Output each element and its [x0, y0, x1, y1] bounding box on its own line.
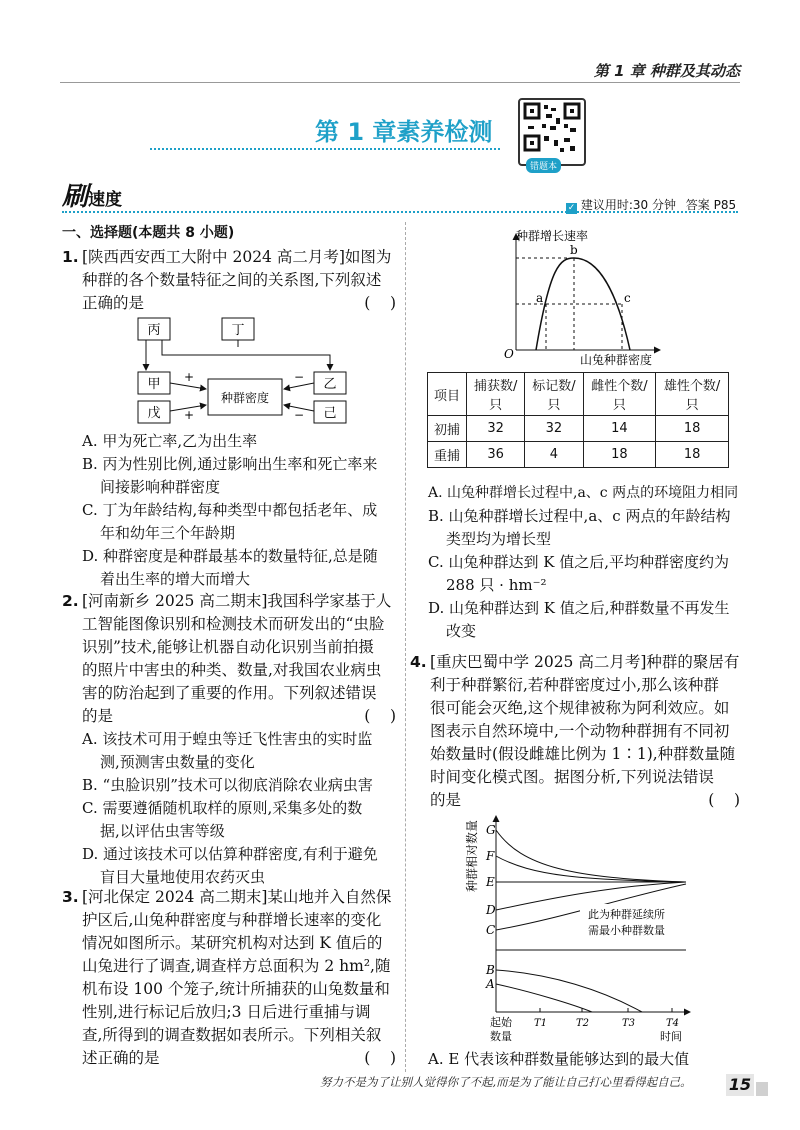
min-population-note: 需最小种群数量 [588, 924, 665, 937]
answer-ref: 答案 P85 [685, 198, 737, 212]
minus-sign: − [294, 370, 305, 384]
option-d[interactable]: D. 山兔种群达到 K 值之后,种群数量不再发生 改变 [428, 599, 730, 640]
answer-paren[interactable]: ( ) [364, 294, 396, 312]
q4-line: 时间变化模式图。据图分析,下列说法错误 [430, 768, 714, 786]
q3-line: 性别,进行标记后放归;3 日后进行重捕与调 [82, 1003, 371, 1021]
q4-line: 利于种群繁衍,若种群密度过小,那么该种群 [430, 676, 719, 694]
q1-options [82, 430, 398, 591]
answer-paren[interactable]: ( ) [364, 1049, 396, 1067]
x-axis-label: 山兔种群密度 [580, 353, 653, 366]
answer-paren[interactable]: ( ) [708, 791, 740, 809]
curve-label-e: E [486, 875, 495, 889]
plus-sign: + [184, 370, 195, 384]
box-ji: 己 [323, 406, 337, 421]
q3-line: [河北保定 2024 高二期末]某山地并入自然保 [82, 888, 392, 906]
table-cell: 32 [525, 416, 583, 442]
title-underline [150, 148, 500, 150]
section-name: 速度 [88, 190, 123, 210]
table-header: 项目 [428, 373, 467, 416]
page-corner-decoration [756, 1082, 768, 1096]
tick-t2: T2 [576, 1018, 590, 1029]
question-1 [62, 246, 396, 315]
q2-line: 识别”技术,能够让机器自动化识别当前拍摄 [82, 638, 374, 656]
table-header-row [428, 373, 729, 416]
section-header [62, 176, 122, 213]
x-start-label: 数量 [490, 1030, 512, 1043]
q3-growth-rate-graph [500, 226, 670, 366]
option-a[interactable]: A. 甲为死亡率,乙为出生率 [82, 432, 258, 450]
time-label: 时间 [660, 1030, 682, 1043]
option-d[interactable]: D. 种群密度是种群最基本的数量特征,总是随 着出生率的增大而增大 [82, 547, 378, 588]
q2-line: 害的防治起到了重要的作用。下列叙述错误 [82, 684, 377, 702]
q4-number: 4. [410, 653, 427, 671]
q3-line: 述正确的是 ( ) [82, 1047, 396, 1070]
q2-line: [河南新乡 2025 高二期末]我国科学家基于人 [82, 592, 392, 610]
q3-line: 查,所得到的调查数据如表所示。下列相关叙 [82, 1026, 382, 1044]
box-bing: 丙 [147, 323, 161, 338]
table-header: 雌性个数/ 只 [583, 373, 656, 416]
question-3 [62, 886, 396, 1070]
footer-motto: 努力不是为了让别人觉得你了不起,而是为了能让自己打心里看得起自己。 [320, 1075, 692, 1089]
option-b[interactable]: B. 山兔种群增长过程中,a、c 两点的年龄结构 类型均为增长型 [428, 507, 731, 548]
table-cell: 14 [583, 416, 656, 442]
q4-population-graph [462, 812, 702, 1044]
q2-line: 的是 ( ) [82, 705, 396, 728]
q4-line: 很可能会灭绝,这个规律被称为阿利效应。如 [430, 699, 730, 717]
point-c: c [624, 291, 631, 305]
q3-line: 山兔进行了调查,调查样方总面积为 2 hm²,随 [82, 957, 391, 975]
option-c[interactable]: C. 山兔种群达到 K 值之后,平均种群密度约为 288 只 · hm⁻² [428, 553, 729, 594]
q4-line: [重庆巴蜀中学 2025 高二月考]种群的聚居有 [430, 653, 740, 671]
table-header: 捕获数/ 只 [467, 373, 525, 416]
chapter-header: 第 1 章 种群及其动态 [593, 62, 740, 80]
box-yi: 乙 [323, 377, 337, 392]
question-4 [410, 651, 740, 812]
table-cell: 18 [583, 442, 656, 468]
q2-options [82, 728, 398, 889]
option-b[interactable]: B. 丙为性别比例,通过影响出生率和死亡率来 间接影响种群密度 [82, 455, 378, 496]
option-c[interactable]: C. 丁为年龄结构,每种类型中都包括老年、成 年和幼年三个年龄期 [82, 501, 378, 542]
q4-line: 始数量时(假设雌雄比例为 1∶1),种群数量随 [430, 745, 736, 763]
point-b: b [570, 243, 578, 257]
point-a: a [536, 291, 544, 305]
option-b[interactable]: B. “虫脸识别”技术可以彻底消除农业病虫害 [82, 776, 373, 794]
question-2 [62, 590, 396, 728]
table-cell: 4 [525, 442, 583, 468]
option-c[interactable]: C. 需要遵循随机取样的原则,采集多处的数 据,以评估虫害等级 [82, 799, 363, 840]
table-cell: 18 [656, 442, 729, 468]
q1-number: 1. [62, 248, 79, 266]
table-header: 雄性个数/ 只 [656, 373, 729, 416]
suggested-time: 建议用时:30 分钟 [580, 198, 676, 212]
q1-relationship-diagram [130, 315, 360, 427]
q2-number: 2. [62, 592, 79, 610]
q2-line: 工智能图像识别和检测技术而研发出的“虫脸 [82, 615, 385, 633]
origin-label: O [504, 347, 514, 361]
time-info [566, 196, 736, 214]
q1-line: 种群的各个数量特征之间的关系图,下列叙述 [82, 271, 382, 289]
table-cell: 初捕 [428, 416, 467, 442]
q2-line: 的照片中害虫的种类、数量,对我国农业病虫 [82, 661, 382, 679]
part-title: 一、选择题(本题共 8 小题) [62, 225, 235, 241]
q3-line: 护区后,山兔种群密度与种群增长速率的变化 [82, 911, 382, 929]
answer-paren[interactable]: ( ) [364, 707, 396, 725]
q3-number: 3. [62, 888, 79, 906]
option-d[interactable]: D. 通过该技术可以估算种群密度,有利于避免 盲目大量地使用农药灭虫 [82, 845, 378, 886]
min-population-note: 此为种群延续所 [588, 908, 665, 921]
curve-label-c: C [486, 923, 496, 937]
table-cell: 18 [656, 416, 729, 442]
page-number: 15 [726, 1074, 754, 1096]
column-divider [405, 222, 406, 1072]
curve-label-a: A [486, 977, 495, 991]
q3-line: 机布设 100 个笼子,统计所捕获的山兔数量和 [82, 980, 390, 998]
box-ding: 丁 [231, 323, 245, 338]
box-center: 种群密度 [220, 391, 270, 405]
y-axis-label: 种群增长速率 [516, 229, 589, 243]
curve-label-g: G [486, 823, 496, 837]
q3-data-table [427, 372, 729, 468]
tick-t1: T1 [534, 1018, 548, 1029]
minus-sign: − [294, 408, 305, 422]
tick-t3: T3 [622, 1018, 636, 1029]
q4-options [428, 1048, 748, 1071]
table-row [428, 416, 729, 442]
page-title: 第 1 章素养检测 [315, 118, 493, 146]
table-cell: 36 [467, 442, 525, 468]
option-a[interactable]: A. 山兔种群增长过程中,a、c 两点的环境阻力相同 [428, 485, 739, 501]
q1-line: 正确的是 ( ) [82, 292, 396, 315]
qr-pattern-icon [520, 100, 584, 156]
curve-label-f: F [486, 849, 495, 863]
box-wu: 戊 [147, 406, 161, 421]
option-a[interactable]: A. E 代表该种群数量能够达到的最大值 [428, 1050, 690, 1068]
curve-label-d: D [486, 903, 496, 917]
table-row [428, 442, 729, 468]
y-axis-label: 种群相对数量 [465, 819, 479, 892]
header-rule [60, 82, 740, 83]
q4-line: 的是 ( ) [430, 789, 740, 812]
box-jia: 甲 [147, 377, 161, 392]
table-header: 标记数/ 只 [525, 373, 583, 416]
plus-sign: + [184, 408, 195, 422]
table-cell: 重捕 [428, 442, 467, 468]
q4-line: 图表示自然环境中,一个动物种群拥有不同初 [430, 722, 730, 740]
curve-label-b: B [486, 963, 495, 977]
q3-options [428, 482, 748, 643]
x-start-label: 起始 [490, 1016, 512, 1029]
option-a[interactable]: A. 该技术可用于蝗虫等迁飞性害虫的实时监 测,预测害虫数量的变化 [82, 730, 373, 771]
qr-code[interactable] [518, 98, 586, 172]
table-cell: 32 [467, 416, 525, 442]
check-icon: ✓ [567, 203, 576, 213]
qr-label: 错题本 [526, 158, 561, 173]
tick-t4: T4 [666, 1018, 680, 1029]
q1-line: [陕西西安西工大附中 2024 高二月考]如图为 [82, 248, 392, 266]
q3-line: 情况如图所示。某研究机构对达到 K 值后的 [82, 934, 383, 952]
section-brush: 刷 [62, 182, 89, 212]
